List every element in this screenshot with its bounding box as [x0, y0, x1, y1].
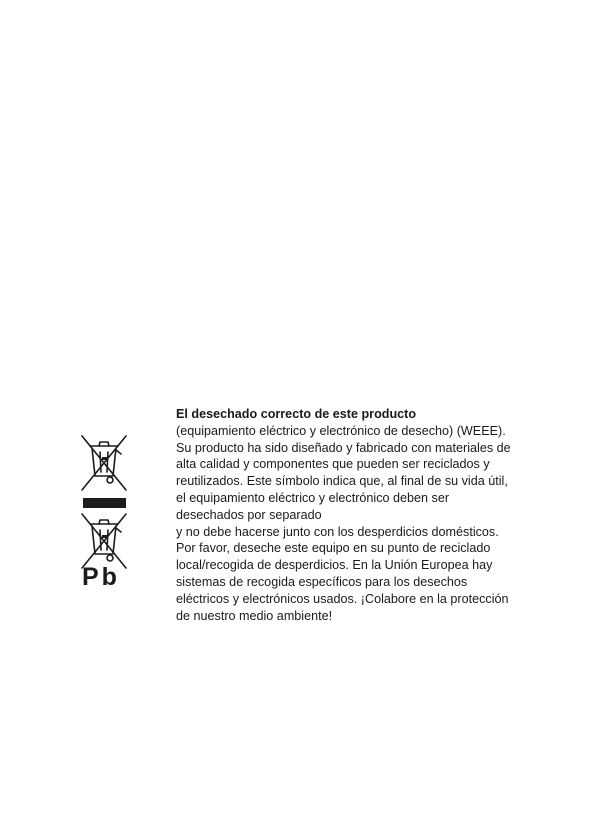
weee-symbols	[78, 432, 138, 602]
notice-title: El desechado correcto de este producto	[176, 407, 417, 421]
notice-line: (equipamiento eléctrico y electrónico de desecho) (WEEE).	[176, 423, 506, 438]
crossed-bin-icon	[78, 432, 130, 496]
notice-line: y no debe hacerse junto con los desperdicios domésticos.	[176, 524, 499, 539]
notice-line: eléctricos y electrónicos usados. ¡Colabore en la protección	[176, 591, 509, 606]
notice-line: alta calidad y componentes que pueden ser reciclados y	[176, 457, 490, 472]
notice-line: de nuestro medio ambiente!	[176, 608, 333, 623]
lead-symbol-label: Pb	[82, 563, 120, 591]
notice-line: el equipamiento eléctrico y electrónico deben ser	[176, 490, 450, 505]
notice-line: Por favor, deseche este equipo en su punto de reciclado	[176, 541, 491, 556]
notice-line: reutilizados. Este símbolo indica que, al final de su vida útil,	[176, 474, 508, 489]
notice-line: desechados por separado	[176, 507, 322, 522]
notice-line: Su producto ha sido diseñado y fabricado con materiales de	[176, 440, 511, 455]
notice-line: sistemas de recogida específicos para los desechos	[176, 574, 468, 589]
separator-bar	[83, 498, 126, 508]
notice-line: local/recogida de desperdicios. En la Unión Europea hay	[176, 558, 493, 573]
disposal-notice	[176, 406, 536, 624]
